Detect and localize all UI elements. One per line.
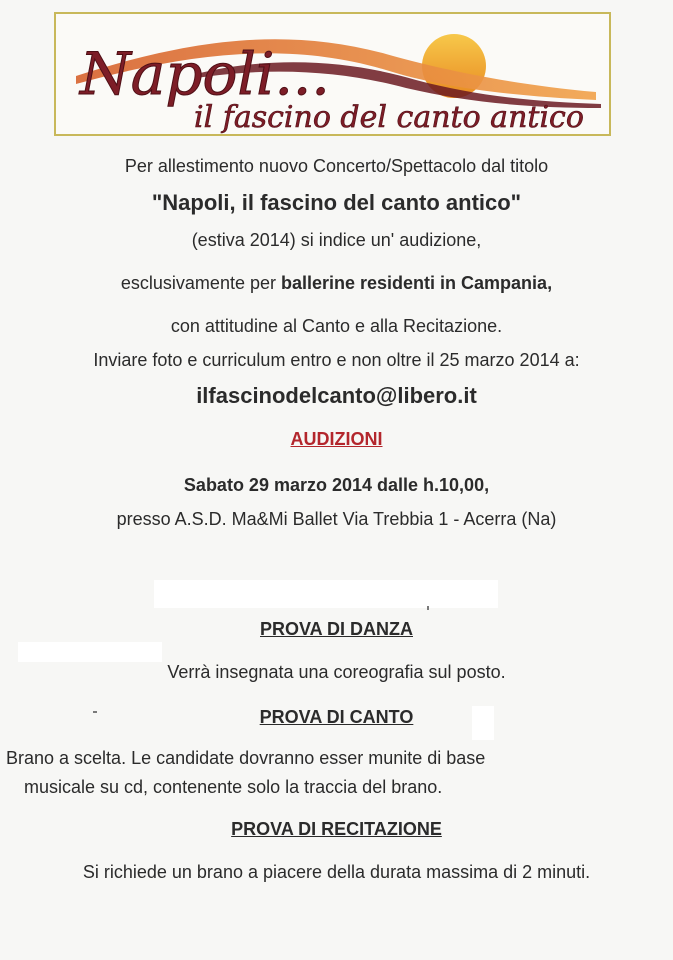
canto-text-line-2: musicale su cd, contenente solo la traccia del brano. bbox=[24, 777, 443, 797]
logo-title: Napoli... bbox=[80, 40, 330, 108]
whiteout-patch bbox=[18, 642, 162, 662]
audizioni-heading: AUDIZIONI bbox=[290, 429, 383, 449]
logo-banner bbox=[54, 12, 611, 136]
audizioni-date: Sabato 29 marzo 2014 dalle h.10,00, bbox=[183, 475, 490, 495]
recitazione-heading: PROVA DI RECITAZIONE bbox=[231, 819, 442, 839]
intro-line-4-bold: ballerine residenti in Campania, bbox=[280, 273, 553, 293]
logo-subtitle: il fascino del canto antico bbox=[194, 100, 584, 135]
audizioni-location: presso A.S.D. Ma&Mi Ballet Via Trebbia 1 - Acerra (Na) bbox=[116, 509, 557, 529]
intro-line-3: (estiva 2014) si indice un' audizione, bbox=[191, 230, 482, 250]
danza-text: Verrà insegnata una coreografia sul posto. bbox=[167, 662, 506, 682]
recitazione-text: Si richiede un brano a piacere della durata massima di 2 minuti. bbox=[82, 862, 591, 882]
intro-line-4-prefix: esclusivamente per bbox=[120, 273, 281, 293]
intro-line-4 bbox=[0, 273, 673, 294]
show-title: "Napoli, il fascino del canto antico" bbox=[151, 190, 522, 215]
intro-line-5: con attitudine al Canto e alla Recitazione. bbox=[170, 316, 503, 336]
scan-speck bbox=[427, 606, 429, 610]
intro-line-1: Per allestimento nuovo Concerto/Spettacolo dal titolo bbox=[124, 156, 549, 176]
canto-heading: PROVA DI CANTO bbox=[259, 707, 414, 727]
whiteout-patch bbox=[154, 580, 498, 608]
danza-heading: PROVA DI DANZA bbox=[260, 619, 413, 639]
intro-line-6: Inviare foto e curriculum entro e non oltre il 25 marzo 2014 a: bbox=[93, 350, 580, 370]
contact-email: ilfascinodelcanto@libero.it bbox=[196, 383, 477, 408]
canto-text-line-1: Brano a scelta. Le candidate dovranno esser munite di base bbox=[6, 748, 486, 768]
logo-artwork bbox=[56, 14, 611, 136]
